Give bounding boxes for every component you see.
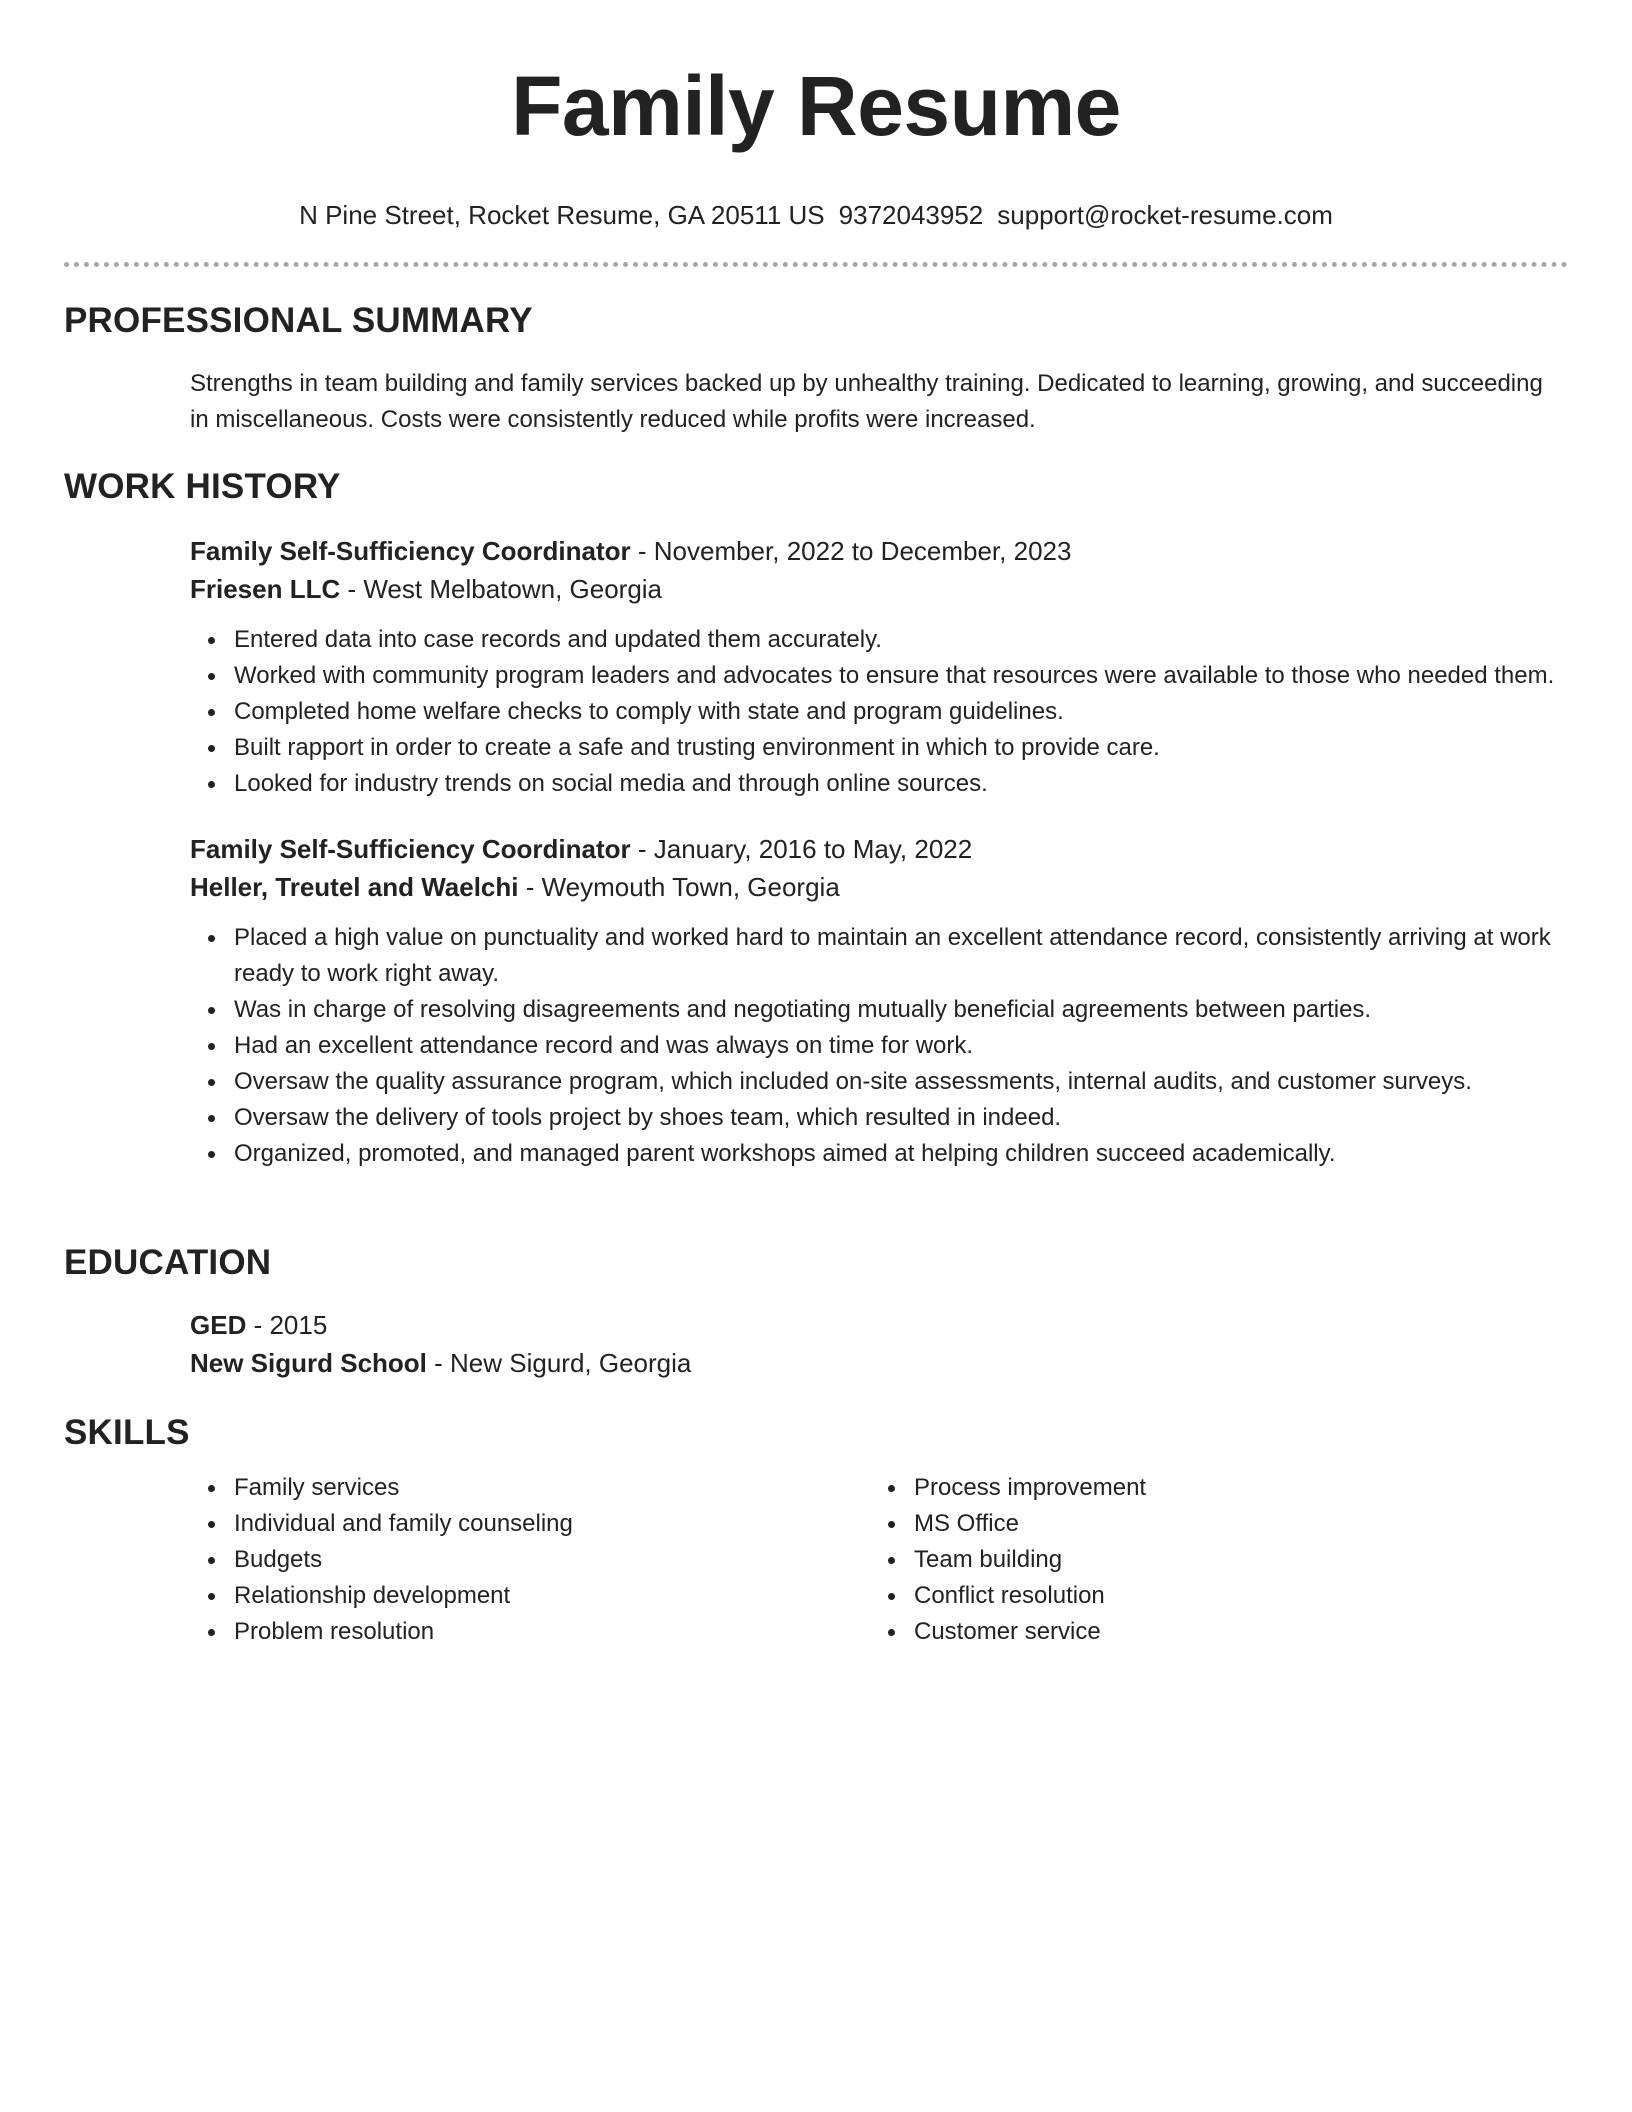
skills-column-right xyxy=(870,1470,1550,1650)
list-item: Organized, promoted, and managed parent workshops aimed at helping children succeed academically. xyxy=(234,1136,1568,1172)
list-item: Entered data into case records and updated them accurately. xyxy=(234,622,1568,658)
list-item: Oversaw the quality assurance program, which included on-site assessments, internal audits, and customer surveys. xyxy=(234,1064,1568,1100)
skills-title: SKILLS xyxy=(64,1413,190,1452)
list-item: Team building xyxy=(914,1542,1550,1578)
summary-section xyxy=(64,300,1568,438)
degree-line xyxy=(190,1306,1568,1344)
job-location: - West Melbatown, Georgia xyxy=(340,574,663,604)
list-item: Had an excellent attendance record and was always on time for work. xyxy=(234,1028,1568,1064)
list-item: Relationship development xyxy=(234,1578,870,1614)
list-item: Problem resolution xyxy=(234,1614,870,1650)
list-item: Was in charge of resolving disagreements and negotiating mutually beneficial agreements between parties. xyxy=(234,992,1568,1028)
list-item: Built rapport in order to create a safe and trusting environment in which to provide care. xyxy=(234,730,1568,766)
job-bullets xyxy=(190,622,1568,802)
skills-list-left xyxy=(190,1470,870,1650)
list-item: Process improvement xyxy=(914,1470,1550,1506)
list-item: Worked with community program leaders and advocates to ensure that resources were available to those who needed them. xyxy=(234,658,1568,694)
job-title-line xyxy=(190,532,1568,570)
job-location: - Weymouth Town, Georgia xyxy=(518,872,840,902)
list-item: Budgets xyxy=(234,1542,870,1578)
work-section xyxy=(64,466,1568,1172)
job-company-line xyxy=(190,868,1568,906)
school-line xyxy=(190,1344,1568,1382)
degree-name: GED xyxy=(190,1310,247,1340)
job-entry xyxy=(190,830,1568,1172)
list-item: Placed a high value on punctuality and worked hard to maintain an excellent attendance record, consistently arriving at work ready to work right away. xyxy=(234,920,1568,992)
job-role: Family Self-Sufficiency Coordinator xyxy=(190,834,631,864)
job-company: Friesen LLC xyxy=(190,574,341,604)
contact-line xyxy=(64,200,1568,230)
list-item: Oversaw the delivery of tools project by shoes team, which resulted in indeed. xyxy=(234,1100,1568,1136)
job-company: Heller, Treutel and Waelchi xyxy=(190,872,519,902)
list-item: MS Office xyxy=(914,1506,1550,1542)
resume-page xyxy=(64,0,1568,1645)
skills-list-right xyxy=(870,1470,1550,1650)
work-title: WORK HISTORY xyxy=(64,467,341,506)
header-divider xyxy=(64,262,1568,267)
resume-name: Family Resume xyxy=(511,59,1121,153)
job-role: Family Self-Sufficiency Coordinator xyxy=(190,536,631,566)
skills-grid xyxy=(190,1470,1568,1650)
job-entry xyxy=(190,532,1568,802)
job-title-line xyxy=(190,830,1568,868)
education-title: EDUCATION xyxy=(64,1243,272,1282)
degree-year: - 2015 xyxy=(246,1310,328,1340)
summary-text: Strengths in team building and family services backed up by unhealthy training. Dedicated to learning, growing, and succeeding in miscellaneous. Costs were consistently reduced while profits were increased. xyxy=(190,370,1543,433)
list-item: Conflict resolution xyxy=(914,1578,1550,1614)
job-dates: - November, 2022 to December, 2023 xyxy=(630,536,1072,566)
skills-column-left xyxy=(190,1470,870,1650)
school-name: New Sigurd School xyxy=(190,1348,427,1378)
school-location: - New Sigurd, Georgia xyxy=(426,1348,692,1378)
list-item: Customer service xyxy=(914,1614,1550,1650)
list-item: Completed home welfare checks to comply with state and program guidelines. xyxy=(234,694,1568,730)
summary-title: PROFESSIONAL SUMMARY xyxy=(64,301,533,340)
skills-section xyxy=(64,1412,1568,1650)
list-item: Individual and family counseling xyxy=(234,1506,870,1542)
job-dates: - January, 2016 to May, 2022 xyxy=(630,834,973,864)
list-item: Family services xyxy=(234,1470,870,1506)
contact-phone: 9372043952 xyxy=(838,200,984,230)
job-bullets xyxy=(190,920,1568,1172)
contact-email: support@rocket-resume.com xyxy=(997,200,1333,230)
job-company-line xyxy=(190,570,1568,608)
contact-address: N Pine Street, Rocket Resume, GA 20511 US xyxy=(299,200,825,230)
list-item: Looked for industry trends on social media and through online sources. xyxy=(234,766,1568,802)
education-section xyxy=(64,1242,1568,1382)
education-entry xyxy=(190,1306,1568,1382)
